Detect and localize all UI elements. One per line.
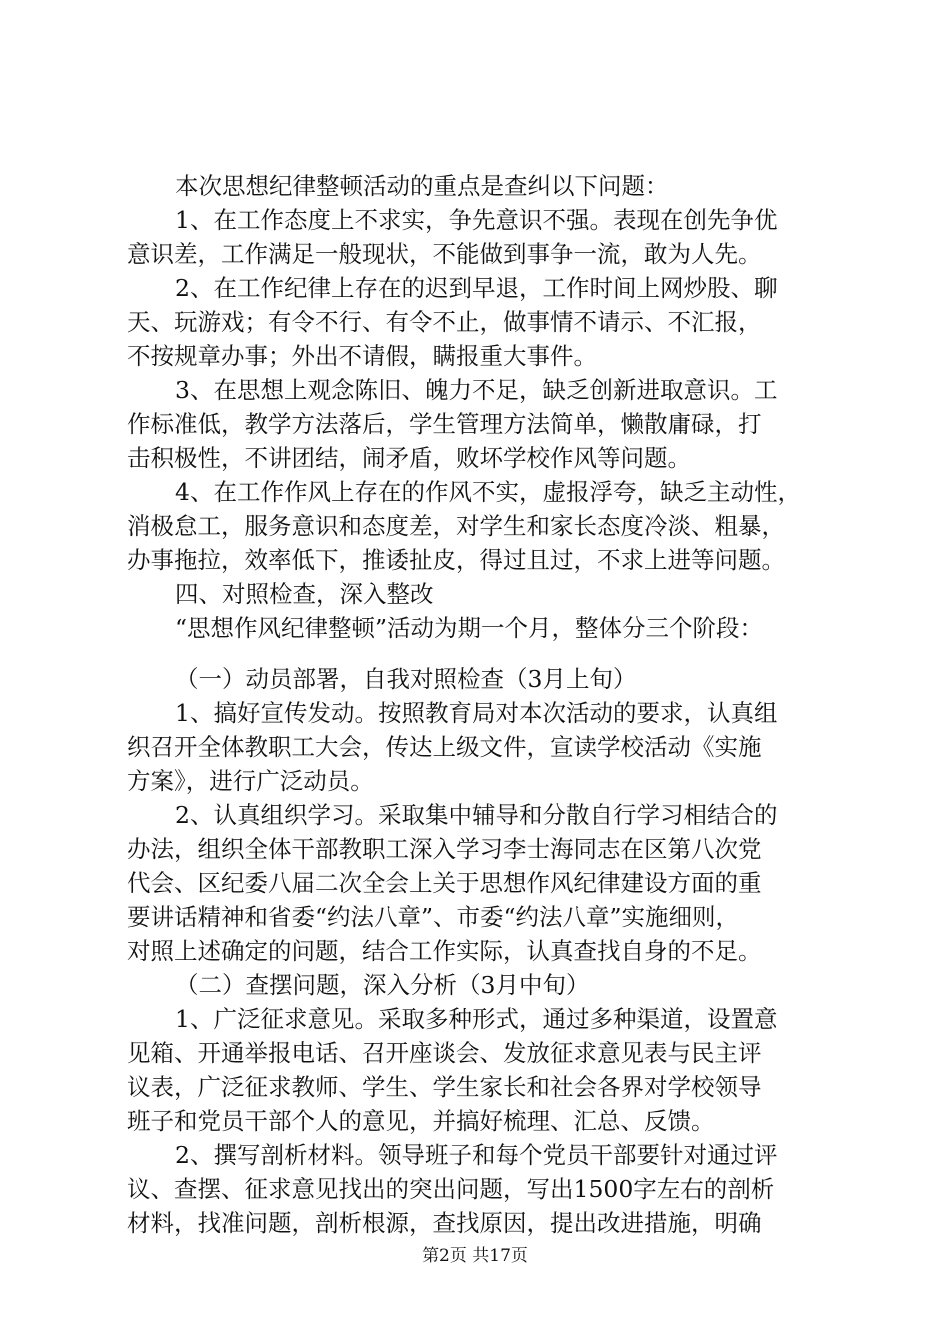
text-line: 要讲话精神和省委“约法八章”、市委“约法八章”实施细则， (127, 903, 740, 931)
text-line: 1、广泛征求意见。采取多种形式，通过多种渠道，设置意 (175, 1005, 778, 1033)
section-heading: 四、对照检查，深入整改 (175, 580, 434, 608)
text-line: 对照上述确定的问题，结合工作实际，认真查找自身的不足。 (127, 937, 762, 965)
text-line: 意识差，工作满足一般现状，不能做到事争一流，敢为人先。 (127, 240, 762, 268)
text-line: 3、在思想上观念陈旧、魄力不足，缺乏创新进取意识。工 (175, 376, 778, 404)
text-line: 办事拖拉，效率低下，推诿扯皮，得过且过，不求上进等问题。 (127, 546, 785, 574)
text-line: 击积极性，不讲团结，闹矛盾，败坏学校作风等问题。 (127, 444, 691, 472)
text-line: 织召开全体教职工大会，传达上级文件，宣读学校活动《实施 (127, 733, 762, 761)
text-line: 2、在工作纪律上存在的迟到早退，工作时间上网炒股、聊 (175, 274, 778, 302)
text-line: 不按规章办事；外出不请假，瞒报重大事件。 (127, 342, 597, 370)
text-line: 班子和党员干部个人的意见，并搞好梳理、汇总、反馈。 (127, 1107, 715, 1135)
text-line: 方案》，进行广泛动员。 (127, 767, 374, 795)
subsection-heading: （二）查摆问题，深入分析（3月中旬） (175, 971, 590, 999)
text-line: 见箱、开通举报电话、召开座谈会、发放征求意见表与民主评 (127, 1039, 762, 1067)
text-line: 议表，广泛征求教师、学生、学生家长和社会各界对学校领导 (127, 1073, 762, 1101)
text-line: 代会、区纪委八届二次全会上关于思想作风纪律建设方面的重 (127, 869, 762, 897)
text-line: 天、玩游戏；有令不行、有令不止，做事情不请示、不汇报， (127, 308, 762, 336)
text-line: 2、认真组织学习。采取集中辅导和分散自行学习相结合的 (175, 801, 778, 829)
text-line: 办法，组织全体干部教职工深入学习李士海同志在区第八次党 (127, 835, 762, 863)
text-line: “思想作风纪律整顿”活动为期一个月，整体分三个阶段： (175, 614, 764, 642)
text-line: 材料，找准问题，剖析根源，查找原因，提出改进措施，明确 (127, 1209, 762, 1237)
text-line: 1、在工作态度上不求实，争先意识不强。表现在创先争优 (175, 206, 778, 234)
subsection-heading: （一）动员部署，自我对照检查（3月上旬） (175, 665, 637, 693)
text-line: 作标准低，教学方法落后，学生管理方法简单，懒散庸碌，打 (127, 410, 762, 438)
text-line: 本次思想纪律整顿活动的重点是查纠以下问题： (175, 172, 669, 200)
text-line: 1、搞好宣传发动。按照教育局对本次活动的要求，认真组 (175, 699, 778, 727)
text-line: 消极怠工，服务意识和态度差，对学生和家长态度冷淡、粗暴， (127, 512, 785, 540)
text-line: 4、在工作作风上存在的作风不实，虚报浮夸，缺乏主动性， (175, 478, 801, 506)
text-line: 2、撰写剖析材料。领导班子和每个党员干部要针对通过评 (175, 1141, 778, 1169)
page-number: 第2页 共17页 (422, 1246, 528, 1266)
text-line: 议、查摆、征求意见找出的突出问题，写出1500字左右的剖析 (127, 1175, 775, 1203)
